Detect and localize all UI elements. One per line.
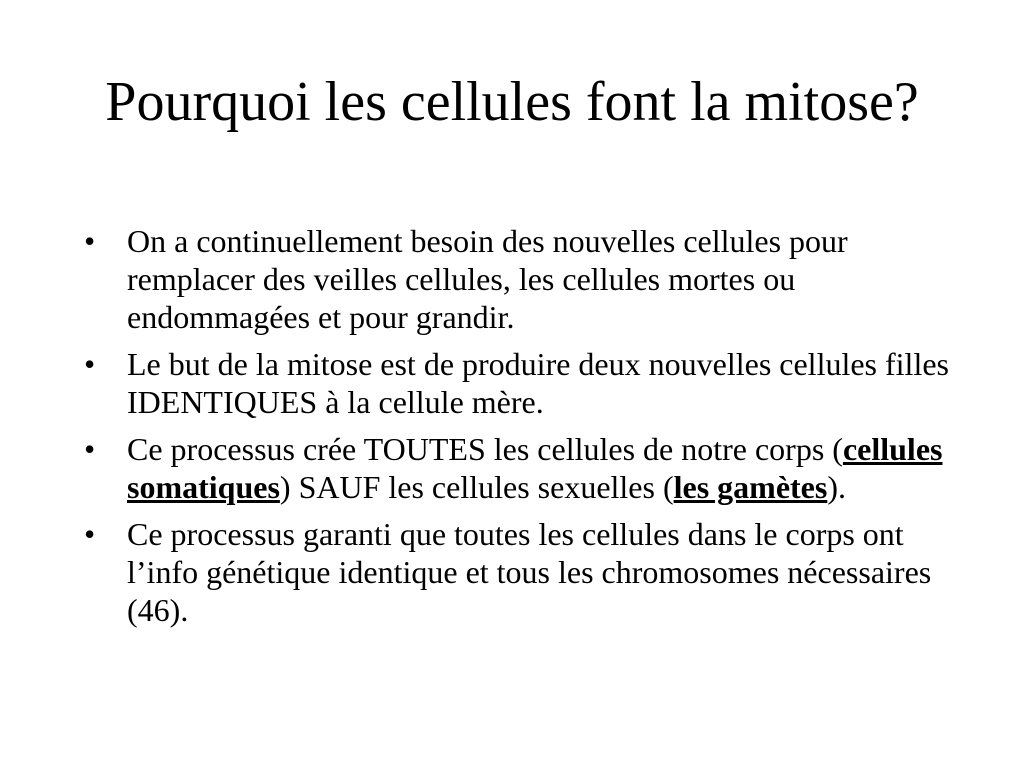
bullet-text-3-part-c: ) SAUF les cellules sexuelles ( — [279, 469, 674, 505]
bullet-text-1: On a continuellement besoin des nouvelles cellules pour remplacer des veilles cellules, les cellules mortes ou endommagées et pour grandir. — [127, 223, 848, 335]
bullet-item-2 — [84, 345, 964, 421]
bullet-item-3 — [84, 430, 964, 506]
bullet-icon: • — [84, 431, 96, 467]
bullet-text-2: Le but de la mitose est de produire deux nouvelles cellules filles IDENTIQUES à la cellule mère. — [127, 346, 949, 420]
bullet-list — [84, 222, 964, 638]
term-les-gametes: les gamètes — [673, 469, 828, 505]
term-cellules-somatiques: cellules somatiques — [127, 431, 943, 505]
bullet-text-3-part-a: Ce processus crée TOUTES les cellules de notre corps ( — [127, 431, 843, 467]
bullet-text-4: Ce processus garanti que toutes les cellules dans le corps ont l’info génétique identique et tous les chromosomes nécessaires (46). — [127, 516, 932, 628]
slide-title: Pourquoi les cellules font la mitose? — [105, 71, 919, 133]
bullet-icon: • — [84, 516, 96, 552]
bullet-icon: • — [84, 346, 96, 382]
bullet-icon: • — [84, 223, 96, 259]
bullet-text-3-part-e: ). — [827, 469, 846, 505]
bullet-item-4 — [84, 515, 964, 629]
bullet-item-1 — [84, 222, 964, 336]
